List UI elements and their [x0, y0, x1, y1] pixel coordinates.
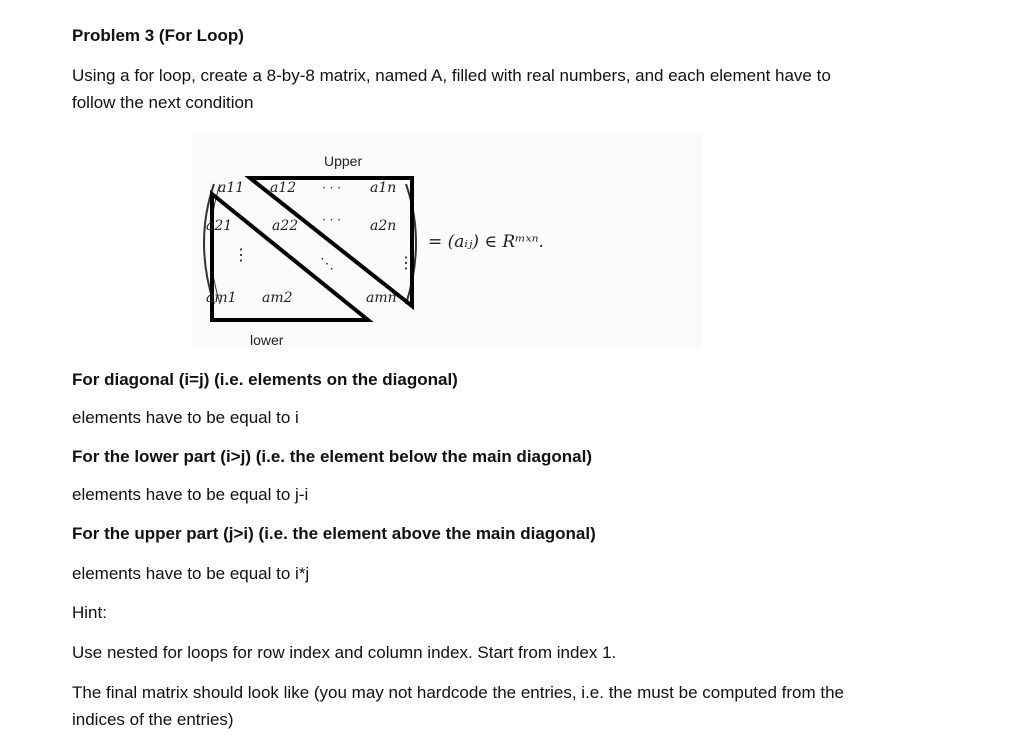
lower-label: lower	[250, 332, 284, 348]
diagonal-title: For diagonal (i=j) (i.e. elements on the diagonal)	[72, 370, 458, 389]
diagonal-text: elements have to be equal to i	[72, 408, 299, 427]
matrix-figure	[192, 132, 702, 350]
entry-a21: a21	[206, 218, 233, 234]
entry-amn: amn	[366, 290, 397, 306]
upper-label: Upper	[324, 153, 363, 169]
upper-text: elements have to be equal to i*j	[72, 564, 310, 583]
intro-line-1: Using a for loop, create a 8-by-8 matrix, named A, filled with real numbers, and each element have to	[72, 66, 831, 85]
matrix-diagram	[192, 132, 702, 350]
entry-a12: a12	[270, 180, 297, 196]
row1-dots: · · ·	[322, 181, 342, 195]
intro-line-2: follow the next condition	[72, 93, 254, 112]
entry-a1n: a1n	[370, 180, 397, 196]
upper-title: For the upper part (j>i) (i.e. the element above the main diagonal)	[72, 524, 596, 543]
entry-a2n: a2n	[370, 218, 397, 234]
row2-dots: · · ·	[322, 213, 342, 227]
final-line-2: indices of the entries)	[72, 710, 234, 729]
hint-text: Use nested for loops for row index and column index. Start from index 1.	[72, 643, 617, 662]
lower-title: For the lower part (i>j) (i.e. the element below the main diagonal)	[72, 447, 592, 466]
lower-text: elements have to be equal to j-i	[72, 485, 309, 504]
problem-heading: Problem 3 (For Loop)	[72, 26, 244, 45]
entry-am1: am1	[206, 290, 237, 306]
hint-label: Hint:	[72, 603, 107, 622]
entry-am2: am2	[262, 290, 293, 306]
coln-vdots: ⋮	[398, 253, 414, 272]
diag-dots: ⋱	[320, 256, 334, 272]
final-line-1: The final matrix should look like (you may not hardcode the entries, i.e. the must be computed from the	[72, 683, 844, 702]
entry-a11: a11	[218, 180, 245, 196]
col1-vdots: ⋮	[233, 245, 249, 264]
matrix-equation: = (aᵢⱼ) ∈ Rᵐˣⁿ.	[428, 232, 544, 252]
entry-a22: a22	[272, 218, 299, 234]
